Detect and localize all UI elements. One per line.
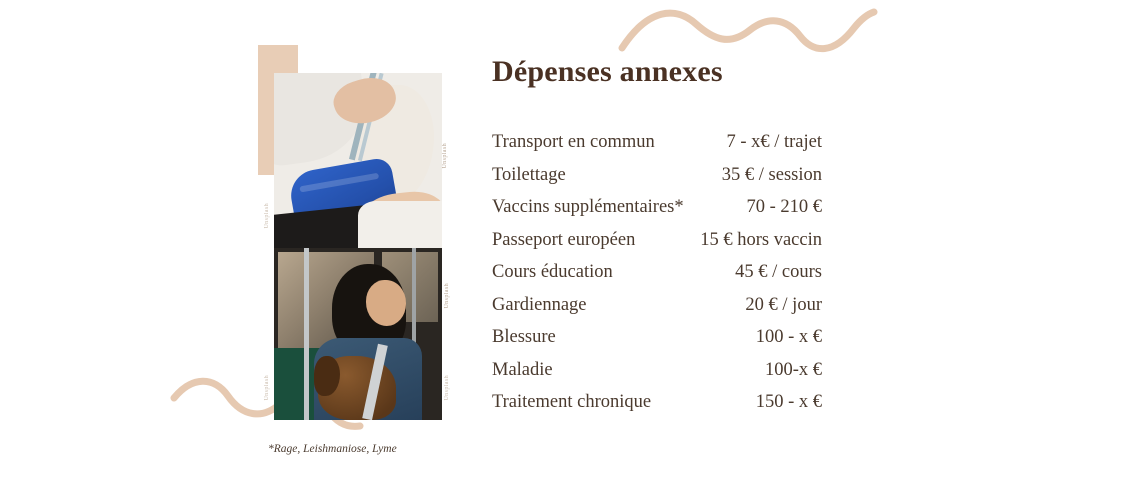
expense-value: 35 € / session <box>721 164 822 185</box>
expense-value: 150 - x € <box>755 392 822 412</box>
photo-vet-bandage <box>274 73 442 263</box>
page-title: Dépenses annexes <box>492 55 723 88</box>
photo-credit-5: Unsplash <box>444 375 450 401</box>
photo-credit-2: Unsplash <box>444 283 450 309</box>
expense-label: Toilettage <box>492 164 566 185</box>
expense-label: Maladie <box>492 359 553 380</box>
expense-value: 100-x € <box>764 359 822 380</box>
expenses-list <box>492 133 822 412</box>
photo-credit-1: Unsplash <box>442 143 448 169</box>
expense-label: Cours éducation <box>492 262 613 282</box>
expense-label: Transport en commun <box>492 132 655 152</box>
image-column <box>258 45 458 465</box>
expense-label: Vaccins supplémentaires* <box>492 197 684 217</box>
expense-value: 7 - x€ / trajet <box>726 132 822 152</box>
expense-label: Passeport européen <box>492 229 636 250</box>
expense-row <box>492 296 822 315</box>
expense-value: 15 € hors vaccin <box>700 229 822 250</box>
content-panel <box>492 55 822 426</box>
expense-row <box>492 166 822 185</box>
expense-label: Gardiennage <box>492 294 587 315</box>
expense-row <box>492 393 822 412</box>
expense-label: Blessure <box>492 327 556 347</box>
expense-value: 70 - 210 € <box>746 197 822 217</box>
footnote: *Rage, Leishmaniose, Lyme <box>268 443 397 455</box>
expense-value: 100 - x € <box>755 327 822 347</box>
photo-credit-3: Unsplash <box>264 203 270 229</box>
expense-row <box>492 133 822 152</box>
expense-value: 45 € / cours <box>735 262 822 282</box>
photo-woman-dog-bus <box>274 248 442 420</box>
expense-row <box>492 361 822 380</box>
expense-row <box>492 231 822 250</box>
expense-row <box>492 328 822 347</box>
photo-credit-4: Unsplash <box>264 375 270 401</box>
expense-row <box>492 198 822 217</box>
expense-row <box>492 263 822 282</box>
expense-value: 20 € / jour <box>745 294 822 315</box>
expense-label: Traitement chronique <box>492 392 652 412</box>
